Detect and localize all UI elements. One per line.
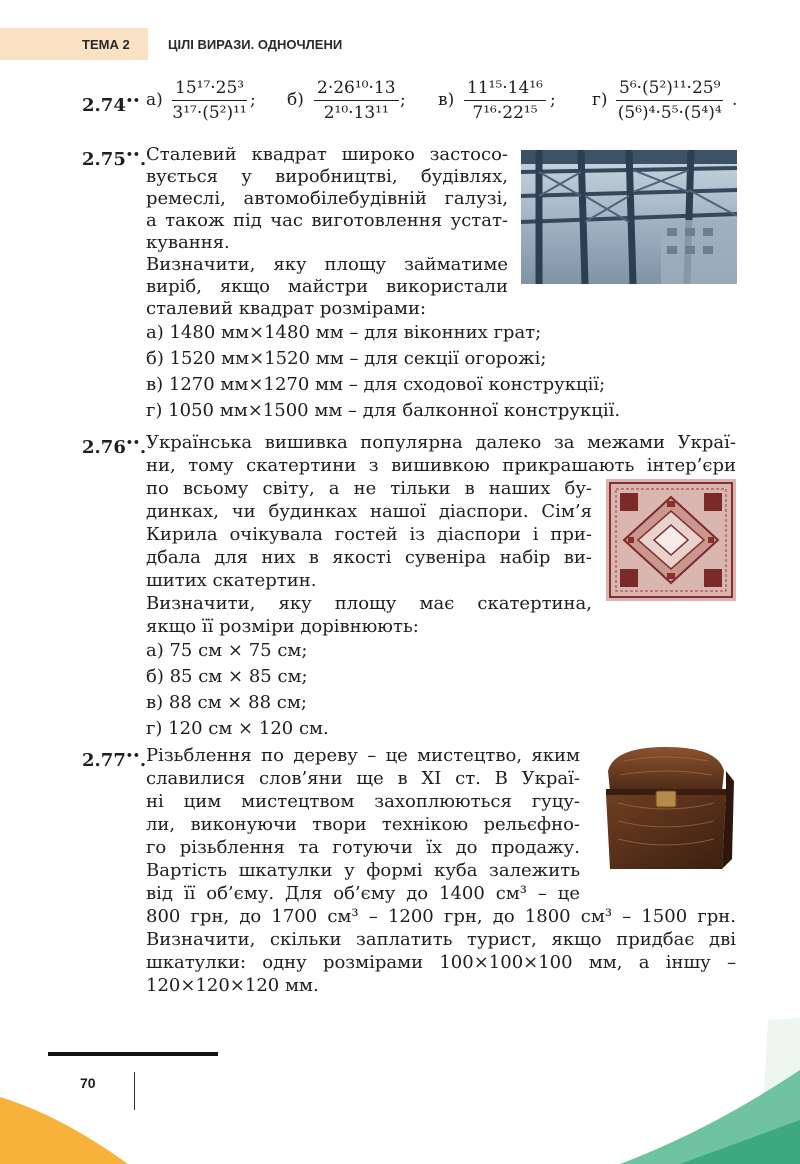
text-line: шкатулки: одну розмірами 100×100×100 мм, а іншу – <box>146 952 736 973</box>
text-line: ремеслі, автомобілебудівній галузі, <box>146 188 508 209</box>
text-line: кування. <box>146 232 230 253</box>
problem-number: 2.75 <box>82 149 126 170</box>
text-line: Визначити, скільки заплатить турист, якщо придбає дві <box>146 929 736 950</box>
difficulty-dots: •• <box>125 94 140 107</box>
fraction-numerator: 2·26¹⁰·13 <box>314 78 399 101</box>
fraction-a <box>172 78 247 123</box>
fraction-numerator: 5⁶·(5²)¹¹·25⁹ <box>616 78 723 101</box>
text-line: 120×120×120 мм. <box>146 975 319 996</box>
list-item: в) 88 см × 88 см; <box>146 692 307 713</box>
item-label-c: в) <box>438 90 455 110</box>
list-item: г) 1050 мм×1500 мм – для балконної конструкції. <box>146 400 621 421</box>
fraction-numerator: 15¹⁷·25³ <box>172 78 247 101</box>
difficulty-dots: •• <box>125 148 140 161</box>
text-line: ли, виконуючи твори технікою рельєфно- <box>146 814 580 835</box>
item-label-b: б) <box>287 90 304 110</box>
page-number: 70 <box>80 1075 96 1091</box>
text-line: Українська вишивка популярна далеко за межами Украї- <box>146 432 736 453</box>
text-line: Різьблення по дереву – це мистецтво, яким <box>146 745 580 766</box>
fraction-sep: . <box>732 90 738 110</box>
fraction-sep: ; <box>400 90 406 110</box>
list-item: г) 120 см × 120 см. <box>146 718 329 739</box>
problem-number: 2.77 <box>82 750 126 771</box>
text-line: а також під час виготовлення устат- <box>146 210 508 231</box>
fraction-denominator: 3¹⁷·(5²)¹¹ <box>172 103 247 123</box>
text-line: шитих скатертин. <box>146 570 317 591</box>
fraction-sep: ; <box>550 90 556 110</box>
text-line: Сталевий квадрат широко застосо- <box>146 144 508 165</box>
text-line: виріб, якщо майстри використали <box>146 276 508 297</box>
fraction-b <box>314 78 399 123</box>
text-line: Визначити, яку площу займатиме <box>146 254 508 275</box>
text-line: якщо її розміри дорівнюють: <box>146 616 419 637</box>
text-line: ни, тому скатертини з вишивкою прикрашають інтер’єри <box>146 455 736 476</box>
problem-2-75-number: 2.75••. <box>82 148 147 170</box>
decorative-green-corner <box>620 1010 800 1164</box>
list-item: б) 85 см × 85 см; <box>146 666 308 687</box>
text-line: Вартість шкатулки у формі куба залежить <box>146 860 580 881</box>
carved-wooden-box-photo <box>594 741 737 880</box>
topic-label: ТЕМА 2 <box>82 37 130 52</box>
page-number-divider <box>134 1072 135 1110</box>
text-line: ні цим мистецтвом захоплюються гуцу- <box>146 791 580 812</box>
text-line: дбала для них в якості сувеніра набір ви- <box>146 547 592 568</box>
decorative-orange-corner <box>0 1085 130 1164</box>
text-line: по всьому світу, а не тільки в наших бу- <box>146 478 592 499</box>
list-item: а) 75 см × 75 см; <box>146 640 308 661</box>
item-label-d: г) <box>592 90 608 110</box>
text-line: Кирила очікувала гостей із діаспори і при- <box>146 524 592 545</box>
text-line: го різьблення та готуючи їх до продажу. <box>146 837 580 858</box>
problem-2-76-number: 2.76••. <box>82 436 147 458</box>
text-line: Визначити, яку площу має скатертина, <box>146 593 592 614</box>
problem-number: 2.76 <box>82 437 126 458</box>
difficulty-dots: •• <box>125 436 140 449</box>
list-item: в) 1270 мм×1270 мм – для сходової конструкції; <box>146 374 606 395</box>
text-line: від її об’єму. Для об’єму до 1400 см³ – це <box>146 883 580 904</box>
fraction-sep: ; <box>250 90 256 110</box>
problem-2-77-number: 2.77••. <box>82 749 147 771</box>
difficulty-dots: •• <box>125 749 140 762</box>
fraction-denominator: (5⁶)⁴·5⁵·(5⁴)⁴ <box>617 103 722 123</box>
fraction-numerator: 11¹⁵·14¹⁶ <box>464 78 546 101</box>
item-label-a: а) <box>146 90 163 110</box>
embroidered-tablecloth-photo <box>606 479 736 601</box>
fraction-denominator: 2¹⁰·13¹¹ <box>323 103 389 123</box>
footer-rule <box>48 1052 218 1056</box>
text-line: славилися слов’яни ще в XI ст. В Украї- <box>146 768 580 789</box>
text-line: 800 грн, до 1700 см³ – 1200 грн, до 1800 см³ – 1500 грн. <box>146 906 736 927</box>
text-line: динках, чи будинках нашої діаспори. Сім’я <box>146 501 592 522</box>
fraction-c <box>464 78 546 123</box>
text-line: вується у виробництві, будівлях, <box>146 166 508 187</box>
steel-structure-photo <box>521 150 737 284</box>
topic-title: ЦІЛІ ВИРАЗИ. ОДНОЧЛЕНИ <box>168 37 343 52</box>
list-item: б) 1520 мм×1520 мм – для секції огорожі; <box>146 348 547 369</box>
list-item: а) 1480 мм×1480 мм – для віконних грат; <box>146 322 542 343</box>
fraction-denominator: 7¹⁶·22¹⁵ <box>472 103 538 123</box>
fraction-d <box>616 78 723 123</box>
problem-2-74-fractions <box>82 78 762 128</box>
text-line: сталевий квадрат розмірами: <box>146 298 427 319</box>
problem-number: 2.74 <box>82 95 126 116</box>
